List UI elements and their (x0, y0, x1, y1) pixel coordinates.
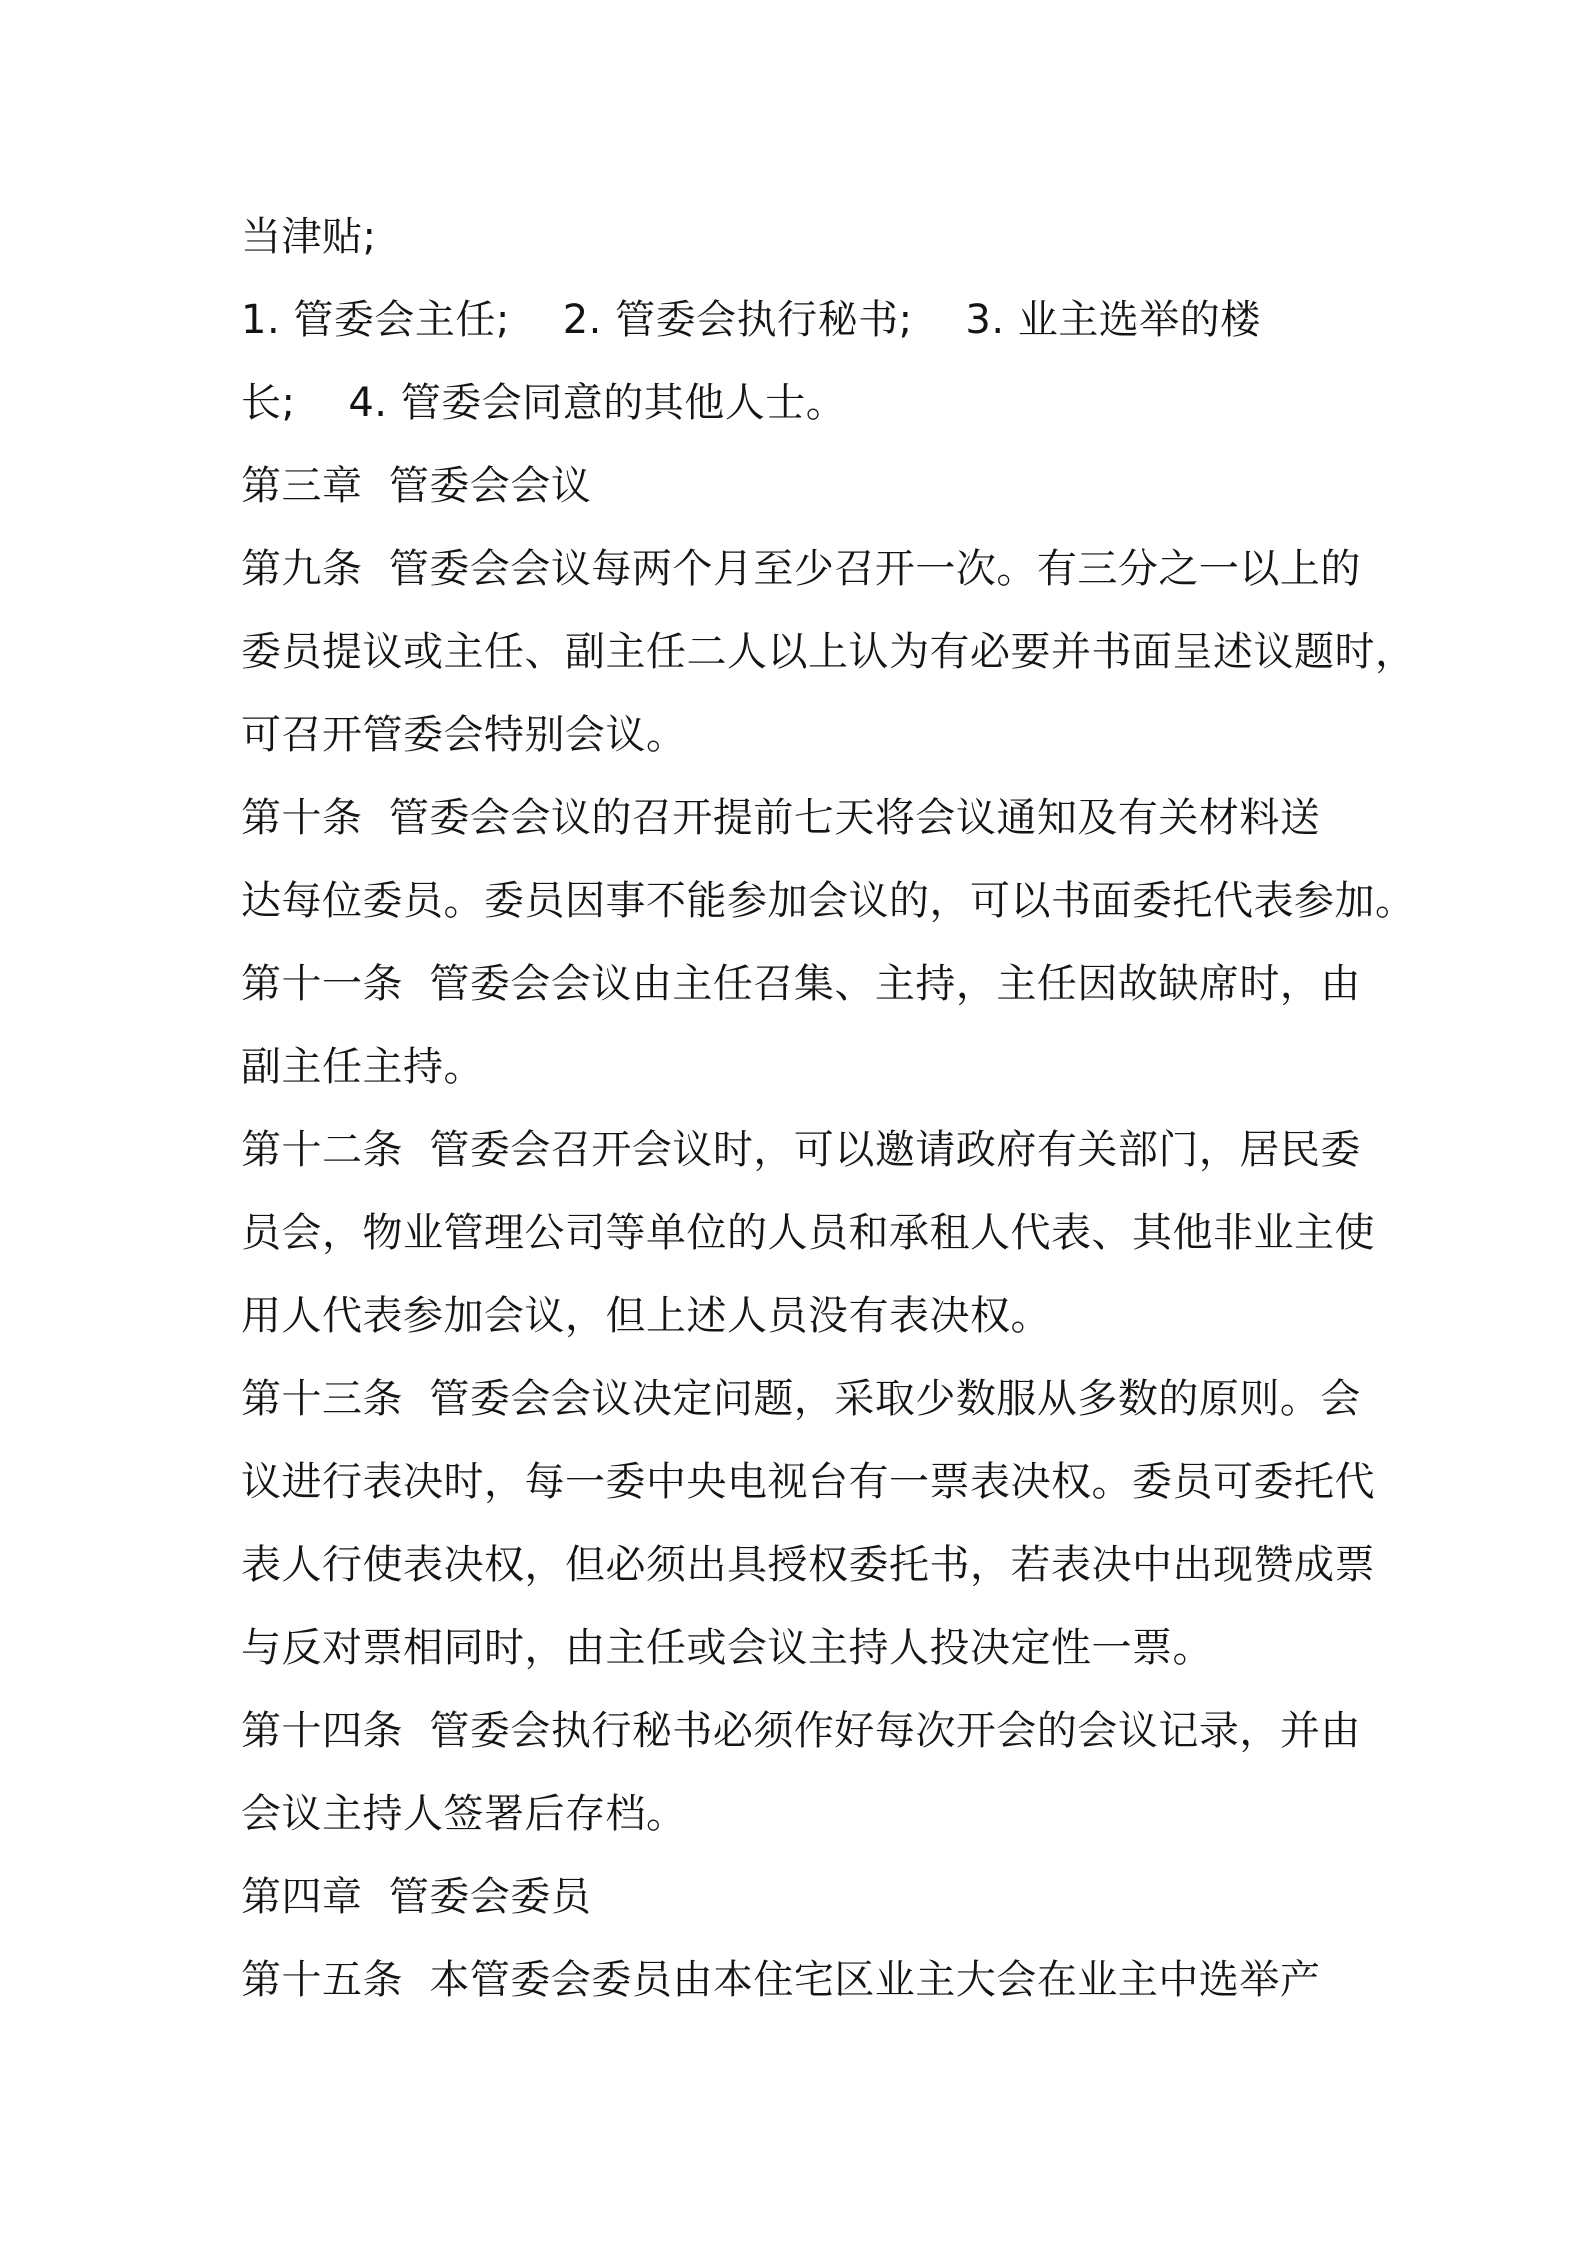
text-line: 达每位委员。委员因事不能参加会议的，可以书面委托代表参加。 (241, 878, 1416, 924)
text-line: 第十四条 管委会执行秘书必须作好每次开会的会议记录，并由 (241, 1708, 1361, 1754)
text-line: 第十条 管委会会议的召开提前七天将会议通知及有关材料送 (241, 795, 1321, 841)
text-line: 用人代表参加会议，但上述人员没有表决权。 (241, 1293, 1051, 1339)
text-line: 员会，物业管理公司等单位的人员和承租人代表、其他非业主使 (241, 1210, 1375, 1256)
text-line: 议进行表决时，每一委中央电视台有一票表决权。委员可委托代 (241, 1459, 1375, 1505)
text-line: 第十二条 管委会召开会议时，可以邀请政府有关部门，居民委 (241, 1127, 1361, 1173)
chapter-heading: 第三章 管委会会议 (241, 463, 592, 509)
text-line: 与反对票相同时，由主任或会议主持人投决定性一票。 (241, 1625, 1213, 1671)
text-line: 1. 管委会主任; 2. 管委会执行秘书; 3. 业主选举的楼 (241, 297, 1261, 343)
text-line: 会议主持人签署后存档。 (241, 1791, 687, 1837)
text-line: 第十一条 管委会会议由主任召集、主持，主任因故缺席时，由 (241, 961, 1361, 1007)
text-line: 可召开管委会特别会议。 (241, 712, 687, 758)
text-line: 长; 4. 管委会同意的其他人士。 (241, 380, 847, 426)
text-line: 第九条 管委会会议每两个月至少召开一次。有三分之一以上的 (241, 546, 1361, 592)
chapter-heading: 第四章 管委会委员 (241, 1874, 592, 1920)
text-line: 当津贴; (241, 214, 377, 260)
text-line: 表人行使表决权，但必须出具授权委托书，若表决中出现赞成票 (241, 1542, 1375, 1588)
text-line: 第十五条 本管委会委员由本住宅区业主大会在业主中选举产 (241, 1957, 1321, 2003)
text-line: 委员提议或主任、副主任二人以上认为有必要并书面呈述议题时， (241, 629, 1416, 675)
text-line: 副主任主持。 (241, 1044, 484, 1090)
document-body (241, 196, 1416, 2022)
text-line: 第十三条 管委会会议决定问题，采取少数服从多数的原则。会 (241, 1376, 1361, 1422)
